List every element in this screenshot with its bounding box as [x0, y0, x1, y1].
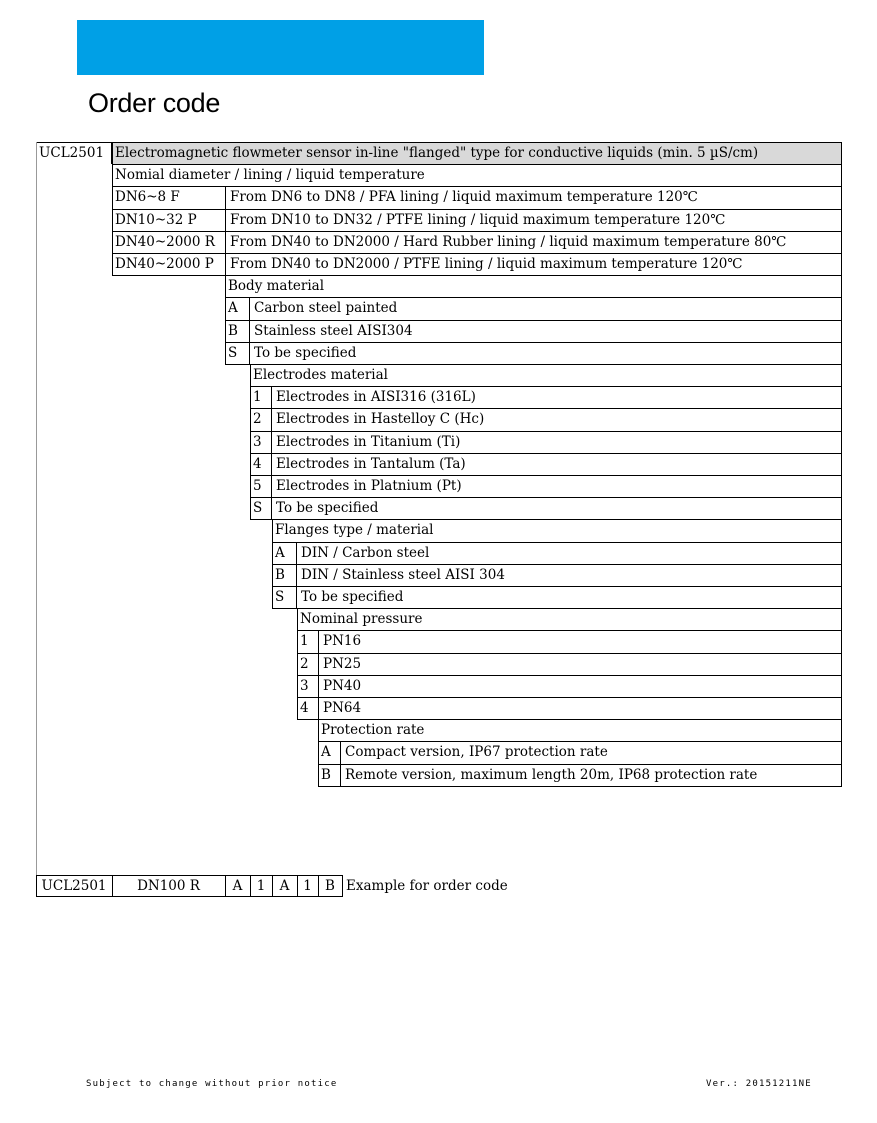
option-text: PN16	[323, 633, 362, 650]
table-line	[249, 297, 250, 365]
option-code: DN40~2000 R	[115, 233, 215, 250]
section-heading: Nominal pressure	[300, 611, 423, 628]
option-text: From DN40 to DN2000 / PTFE lining / liquid maximum temperature 120℃	[230, 256, 743, 272]
option-text: Remote version, maximum length 20m, IP68 protection rate	[345, 766, 758, 783]
section-heading: Electrodes material	[253, 367, 388, 383]
example-label: Example for order code	[346, 878, 508, 894]
section-heading: Nomial diameter / lining / liquid temperature	[115, 167, 425, 184]
header-banner	[77, 20, 484, 75]
table-line	[318, 786, 841, 787]
table-line	[272, 519, 273, 609]
example-code-cell: 1	[303, 878, 312, 894]
option-code: A	[228, 300, 238, 317]
option-text: DIN / Carbon steel	[301, 544, 430, 561]
option-code: B	[275, 566, 285, 583]
example-code-cell: 1	[256, 878, 266, 894]
option-text: PN40	[323, 677, 362, 694]
table-line	[318, 630, 319, 720]
option-code: A	[321, 744, 331, 761]
option-text: From DN40 to DN2000 / Hard Rubber lining / liquid maximum temperature 80℃	[230, 233, 787, 250]
table-line	[111, 142, 112, 164]
example-code-cell: UCL2501	[41, 878, 107, 894]
option-text: Electrodes in AISI316 (316L)	[276, 389, 476, 406]
table-line	[318, 719, 319, 787]
table-line	[841, 142, 842, 787]
table-line	[250, 364, 251, 520]
option-text: PN25	[323, 655, 362, 672]
option-code: B	[321, 766, 331, 783]
option-code: S	[228, 344, 238, 361]
table-line	[297, 608, 298, 720]
table-line	[271, 386, 272, 520]
section-heading: Body material	[228, 278, 325, 295]
option-text: Compact version, IP67 protection rate	[345, 744, 608, 761]
option-text: Electrodes in Titanium (Ti)	[276, 433, 461, 450]
option-text: From DN6 to DN8 / PFA lining / liquid maximum temperature 120℃	[230, 189, 698, 206]
option-code: 3	[253, 433, 262, 450]
example-code-cell: B	[325, 878, 335, 894]
option-code: DN40~2000 P	[115, 256, 214, 272]
option-text: To be specified	[276, 500, 379, 517]
page-title: Order code	[88, 88, 221, 118]
option-text: To be specified	[301, 589, 404, 605]
model-description: Electromagnetic flowmeter sensor in-line "flanged" type for conductive liquids (min. 5 µS/cm)	[115, 145, 759, 161]
option-code: 4	[253, 455, 262, 472]
option-text: DIN / Stainless steel AISI 304	[301, 566, 505, 583]
section-heading: Protection rate	[321, 722, 425, 739]
option-text: Electrodes in Hastelloy C (Hc)	[276, 411, 485, 428]
model-code: UCL2501	[39, 145, 105, 161]
option-code: B	[228, 322, 238, 339]
option-code: DN10~32 P	[115, 211, 197, 228]
example-code-cell: DN100 R	[137, 878, 200, 894]
section-heading: Flanges type / material	[275, 522, 434, 539]
option-code: S	[253, 500, 263, 517]
option-text: Carbon steel painted	[254, 300, 398, 317]
option-code: A	[275, 544, 285, 561]
option-text: Electrodes in Tantalum (Ta)	[276, 455, 466, 472]
option-code: 4	[300, 700, 309, 716]
option-code: S	[275, 589, 285, 605]
option-code: 2	[253, 411, 262, 428]
table-line	[36, 142, 37, 877]
example-code-cell: A	[232, 878, 243, 894]
option-text: PN64	[323, 700, 362, 716]
option-code: 3	[300, 677, 309, 694]
footer-notice: Subject to change without prior notice	[86, 1079, 338, 1089]
table-line	[112, 164, 113, 276]
option-text: To be specified	[254, 344, 357, 361]
option-text: Stainless steel AISI304	[254, 322, 413, 339]
table-line	[340, 741, 341, 786]
option-code: 2	[300, 655, 309, 672]
table-line	[225, 186, 226, 276]
option-code: DN6~8 F	[115, 189, 180, 206]
option-code: 5	[253, 478, 262, 494]
option-code: 1	[300, 633, 309, 650]
table-line	[296, 542, 297, 610]
table-line	[225, 275, 226, 365]
footer-version: Ver.: 20151211NE	[706, 1079, 812, 1089]
table-line	[112, 142, 113, 165]
example-code-cell: A	[279, 878, 290, 894]
option-text: Electrodes in Platnium (Pt)	[276, 478, 462, 494]
option-code: 1	[253, 389, 262, 406]
option-text: From DN10 to DN32 / PTFE lining / liquid maximum temperature 120℃	[230, 211, 726, 228]
